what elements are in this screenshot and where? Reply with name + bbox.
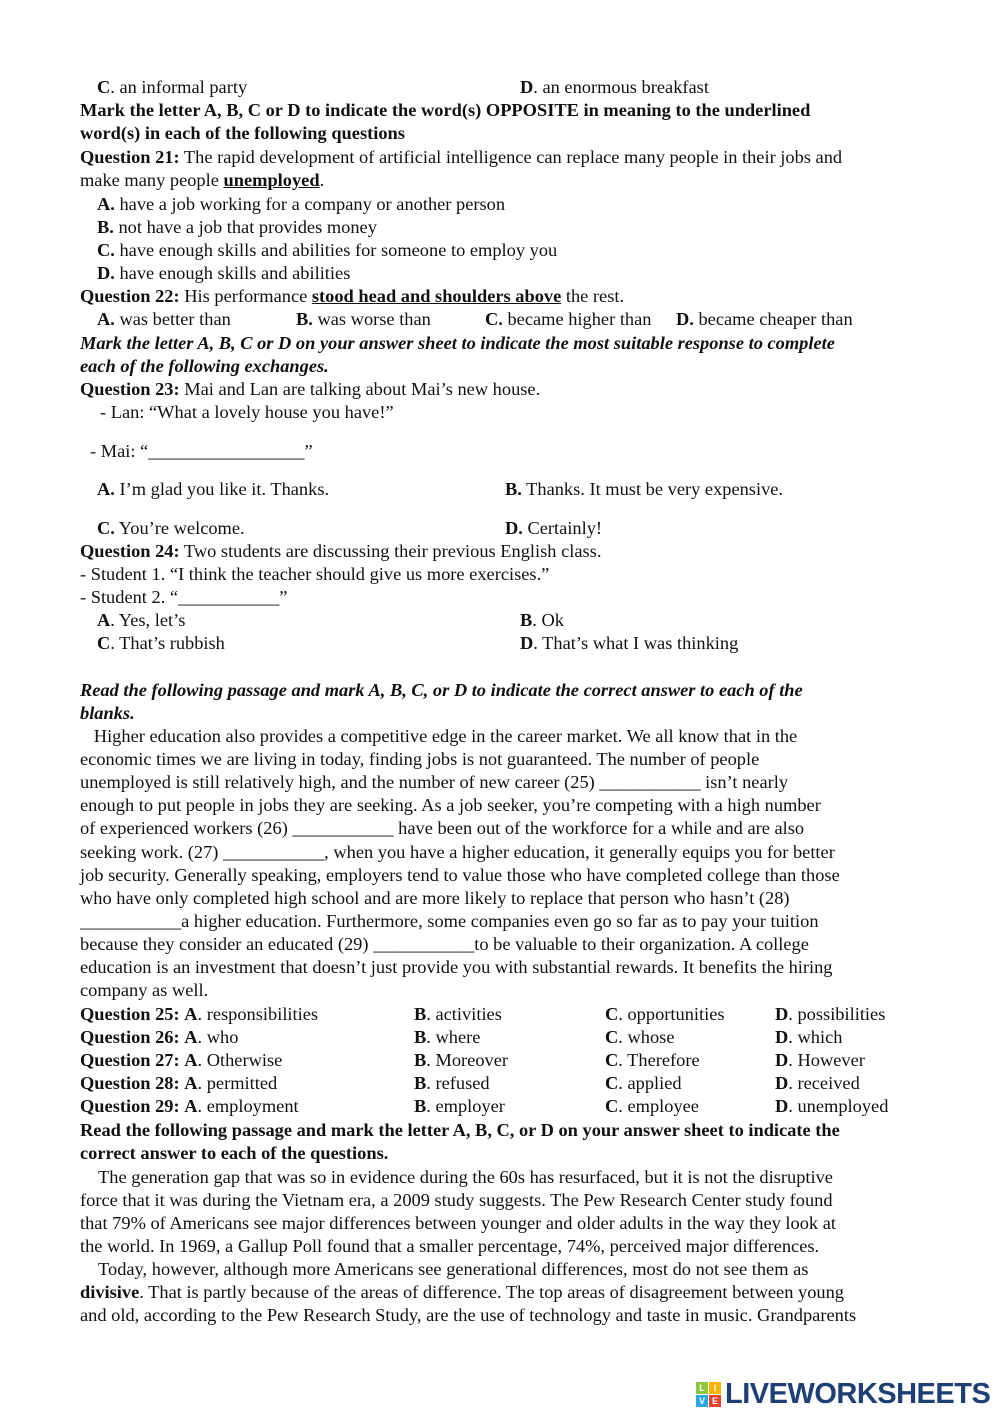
cloze-line: seeking work. (27) ___________, when you have a higher education, it generally equips you for better bbox=[80, 841, 835, 862]
q26-option-d[interactable]: D. which bbox=[775, 1027, 843, 1048]
cloze-line: of experienced workers (26) ___________ have been out of the workforce for a while and are also bbox=[80, 818, 805, 839]
q29-option-d[interactable]: D. unemployed bbox=[775, 1096, 889, 1117]
cloze-line: Higher education also provides a competitive edge in the career market. We all know that in the bbox=[80, 726, 798, 746]
logo-text: LIVEWORKSHEETS bbox=[725, 1378, 991, 1410]
q21-stem-2: make many people unemployed. bbox=[80, 170, 325, 190]
liveworksheets-logo bbox=[696, 1378, 990, 1411]
q25-option-b[interactable]: B. activities bbox=[414, 1004, 502, 1024]
reading-line: divisive. That is partly because of the areas of difference. The top areas of disagreement between young bbox=[80, 1282, 844, 1302]
q25-option-d[interactable]: D. possibilities bbox=[775, 1004, 886, 1024]
q24-stem: Question 24: Two students are discussing their previous English class. bbox=[80, 541, 602, 561]
q23-lan: - Lan: “What a lovely house you have!” bbox=[100, 402, 394, 422]
q20-option-c: C. an informal party bbox=[97, 77, 248, 97]
reading-instruction-2: correct answer to each of the questions. bbox=[80, 1143, 389, 1163]
q21-stem: Question 21: The rapid development of artificial intelligence can replace many people in their jobs and bbox=[80, 147, 843, 167]
cloze-line: who have only completed high school and are more likely to replace that person who hasn’t (28) bbox=[80, 887, 790, 908]
q21-option-d[interactable]: D. have enough skills and abilities bbox=[97, 263, 351, 283]
reading-line: and old, according to the Pew Research Study, are the use of technology and taste in music. Grandparents bbox=[80, 1305, 857, 1325]
reading-line: that 79% of Americans see major differences between younger and older adults in the way they look at bbox=[80, 1213, 836, 1233]
reading-line: The generation gap that was so in evidence during the 60s has resurfaced, but it is not the disruptive bbox=[80, 1167, 833, 1187]
q28-option-d[interactable]: D. received bbox=[775, 1073, 860, 1094]
q25-option-a[interactable]: Question 25: A. responsibilities bbox=[80, 1004, 319, 1024]
q26-option-b[interactable]: B. where bbox=[414, 1027, 481, 1048]
live-cube-icon: L I V E bbox=[696, 1382, 721, 1407]
q22-option-b[interactable]: B. was worse than bbox=[296, 309, 431, 329]
cloze-line: ___________a higher education. Furthermore, some companies even go so far as to pay your tuition bbox=[80, 910, 819, 931]
q24-student2: - Student 2. “___________” bbox=[80, 587, 288, 607]
q24-option-c[interactable]: C. That’s rubbish bbox=[97, 633, 225, 653]
opposite-instruction: Mark the letter A, B, C or D to indicate the word(s) OPPOSITE in meaning to the underlined bbox=[80, 100, 811, 120]
q20-option-d: D. an enormous breakfast bbox=[520, 77, 709, 97]
q22-option-c[interactable]: C. became higher than bbox=[485, 309, 652, 329]
q23-option-d[interactable]: D. Certainly! bbox=[505, 518, 603, 538]
q25-option-c[interactable]: C. opportunities bbox=[605, 1004, 725, 1024]
q26-option-c[interactable]: C. whose bbox=[605, 1027, 675, 1048]
q23-stem: Question 23: Mai and Lan are talking about Mai’s new house. bbox=[80, 379, 541, 399]
reading-line: force that it was during the Vietnam era, a 2009 study suggests. The Pew Research Center study found bbox=[80, 1190, 833, 1210]
q24-student1: - Student 1. “I think the teacher should give us more exercises.” bbox=[80, 564, 550, 584]
q29-option-b[interactable]: B. employer bbox=[414, 1096, 505, 1117]
reading-line: Today, however, although more Americans see generational differences, most do not see them as bbox=[80, 1259, 809, 1279]
q23-mai: - Mai: “_________________” bbox=[90, 441, 313, 461]
q23-option-b[interactable]: B. Thanks. It must be very expensive. bbox=[505, 479, 784, 499]
q28-option-b[interactable]: B. refused bbox=[414, 1073, 490, 1094]
cloze-line: education is an investment that doesn’t just provide you with substantial rewards. It benefits the hiring bbox=[80, 957, 833, 977]
q24-option-b[interactable]: B. Ok bbox=[520, 610, 564, 630]
response-instruction-2: each of the following exchanges. bbox=[80, 356, 329, 376]
reading-instruction: Read the following passage and mark the letter A, B, C, or D on your answer sheet to indicate the bbox=[80, 1120, 840, 1140]
cloze-line: job security. Generally speaking, employers tend to value those who have completed college than those bbox=[80, 864, 840, 885]
q29-option-c[interactable]: C. employee bbox=[605, 1096, 699, 1117]
q27-option-c[interactable]: C. Therefore bbox=[605, 1050, 700, 1071]
q21-option-a[interactable]: A. have a job working for a company or another person bbox=[97, 194, 506, 214]
cloze-instruction: Read the following passage and mark A, B, C, or D to indicate the correct answer to each of the bbox=[80, 680, 803, 700]
q23-option-a[interactable]: A. I’m glad you like it. Thanks. bbox=[97, 479, 330, 499]
cloze-line: company as well. bbox=[80, 980, 209, 1001]
q27-option-a[interactable]: Question 27: A. Otherwise bbox=[80, 1050, 283, 1071]
q22-option-d[interactable]: D. became cheaper than bbox=[676, 309, 853, 329]
cloze-line: enough to put people in jobs they are seeking. As a job seeker, you’re competing with a high number bbox=[80, 795, 821, 816]
q24-option-d[interactable]: D. That’s what I was thinking bbox=[520, 633, 739, 653]
q26-option-a[interactable]: Question 26: A. who bbox=[80, 1027, 239, 1048]
q21-option-c[interactable]: C. have enough skills and abilities for someone to employ you bbox=[97, 240, 558, 260]
q22-option-a[interactable]: A. was better than bbox=[97, 309, 231, 329]
q22-stem: Question 22: His performance stood head and shoulders above the rest. bbox=[80, 286, 625, 306]
cloze-instruction-2: blanks. bbox=[80, 703, 135, 723]
q21-option-b[interactable]: B. not have a job that provides money bbox=[97, 217, 377, 237]
cloze-line: because they consider an educated (29) ___________to be valuable to their organization. A college bbox=[80, 933, 809, 954]
q28-option-a[interactable]: Question 28: A. permitted bbox=[80, 1073, 278, 1094]
q23-option-c[interactable]: C. You’re welcome. bbox=[97, 518, 245, 538]
response-instruction: Mark the letter A, B, C or D on your answer sheet to indicate the most suitable response to complete bbox=[80, 333, 835, 353]
q29-option-a[interactable]: Question 29: A. employment bbox=[80, 1096, 299, 1117]
cloze-line: unemployed is still relatively high, and the number of new career (25) ___________ isn’t nearly bbox=[80, 772, 789, 793]
cloze-line: economic times we are living in today, finding jobs is not guaranteed. The number of people bbox=[80, 749, 760, 770]
reading-line: the world. In 1969, a Gallup Poll found that a smaller percentage, 74%, perceived major differences. bbox=[80, 1236, 820, 1256]
q27-option-d[interactable]: D. However bbox=[775, 1050, 865, 1071]
q24-option-a[interactable]: A. Yes, let’s bbox=[97, 610, 186, 630]
q27-option-b[interactable]: B. Moreover bbox=[414, 1050, 508, 1071]
q28-option-c[interactable]: C. applied bbox=[605, 1073, 682, 1094]
opposite-instruction-2: word(s) in each of the following questions bbox=[80, 123, 405, 143]
